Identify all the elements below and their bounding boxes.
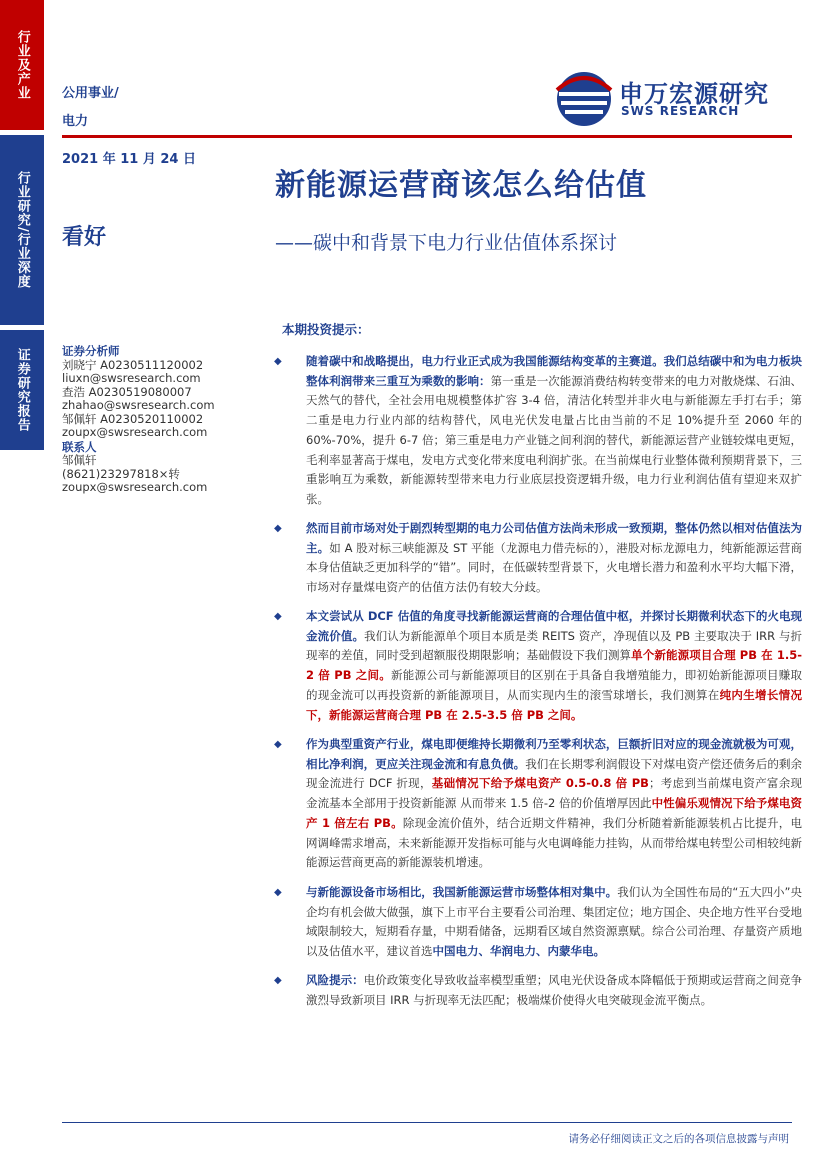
report-subtitle: ——碳中和背景下电力行业估值体系探讨 — [275, 232, 618, 254]
bullet-text: 如 A 股对标三峡能源及 ST 平能（龙源电力借壳标的），港股对标龙源电力，纯新能源运营商本身估值缺乏更加科学的“错”。同时，在低碳转型背景下，火电增长潜力和盈利水平均大幅下滑，市场对存量煤电资产的估值方法仍有较大分歧。 — [306, 540, 803, 595]
bullet-highlight: 单个新能源项目合理 PB 在 1.5-2 倍 PB 之间。 — [306, 648, 802, 683]
bullet-highlight: 纯内生增长情况下，新能源运营商合理 PB 在 2.5-3.5 倍 PB 之间。 — [306, 687, 802, 722]
bullet-lead: 与新能源设备市场相比，我国新能源运营市场整体相对集中。 — [306, 885, 618, 899]
footer-disclaimer: 请务必仔细阅读正文之后的各项信息披露与声明 — [568, 1133, 789, 1145]
bullet-item — [262, 607, 802, 735]
bullet-text: 电价政策变化导致收益率模型重塑；风电光伏设备成本降幅低于预期或运营商之间竞争激烈导致新项目 IRR 与折现率无法匹配；极端煤价使得火电突破现金流平衡点。 — [306, 973, 803, 1007]
bullet-item — [262, 883, 802, 971]
side-tab-report-type — [0, 330, 44, 450]
bullet-icon: ◆ — [274, 739, 282, 750]
contact-email[interactable]: zoupx@swsresearch.com — [62, 480, 208, 494]
bullet-highlight: 基础情况下给予煤电资产 0.5-0.8 倍 PB — [431, 776, 649, 791]
side-tab-research-type — [0, 135, 44, 325]
bullet-lead: 随着碳中和战略提出，电力行业正式成为我国能源结构变革的主赛道。我们总结碳中和为电力板块整体利润带来三重互为乘数的影响： — [306, 354, 802, 388]
bullet-item — [262, 735, 802, 883]
bullet-text: 我们认为新能源单个项目本质是类 REITS 资产，净现值以及 PB 主要取决于 IRR 与折现率的差值，同时受到超额服役期限影响；基础假设下我们测算 — [306, 628, 803, 663]
contact-header: 联系人 — [62, 439, 97, 454]
side-tab-label: 行业及产业 — [14, 30, 30, 100]
bullet-item — [262, 971, 802, 1010]
analyst-panel — [62, 345, 252, 495]
side-tab-label: 行业研究/行业深度 — [14, 171, 30, 289]
rating-label: 看好 — [62, 225, 107, 250]
bullet-icon: ◆ — [274, 887, 282, 898]
bullet-icon: ◆ — [274, 523, 282, 534]
bullet-highlight: 中国电力、华润电力、内蒙华电。 — [432, 944, 605, 959]
report-title: 新能源运营商该怎么给估值 — [275, 168, 647, 203]
bullet-text: 第一重是一次能源消费结构转变带来的电力对散烧煤、石油、天然气的替代，全社会用电规模整体扩容 3-4 倍，清洁化转型并非火电与新能源左手打右手；第二重是电力行业内部的结构替代，风电光伏发电量占比由当前的不足 10%提升至 2060 年的 60%-70%，提升 6-7 倍；第三重是电力产业链之间利润的替代，新能源运营产业链较煤电更短，毛利率显著高于煤电，发电方式变化带来度电利润扩张。在当前煤电行业整体微利预期背景下，三重影响互为乘数，新能源转型带来电力行业底层投资逻辑升级，电力行业利润估值有望迎来双扩张。 — [306, 373, 803, 506]
industry-category: 公用事业/ — [62, 86, 119, 101]
bullet-icon: ◆ — [274, 356, 282, 367]
logo-globe-icon — [555, 70, 613, 128]
contact-name: 邹佩轩 — [62, 453, 97, 467]
bullet-text: 我们认为全国性布局的“五大四小”央企均有机会做大做强，旗下上市平台主要看公司治理、集团定位；地方国企、央企地方性平台受地域限制较大，短期看存量，中期看储备，远期看区域自然资源禀赋。综合公司治理、存量资产质地以及估值水平，建议首选 — [306, 885, 803, 959]
side-tab-industry — [0, 0, 44, 130]
bullet-lead: 作为典型重资产行业，煤电即便维持长期微利乃至零利状态，巨额折旧对应的现金流就极为可观，相比净利润，更应关注现金流和有息负债。 — [306, 737, 802, 771]
bullet-text: 我们在长期零利润假设下对煤电资产偿还债务后的剩余现金流进行 DCF 折现， — [306, 756, 803, 791]
analyst-name-id: 刘晓宁 A0230511120002 — [62, 357, 204, 372]
bullet-text: 新能源公司与新能源项目的区别在于具备自我增殖能力，即初始新能源项目赚取的现金流可以再投资新的新能源项目，从而实现内生的滚雪球增长，我们测算在 — [306, 668, 802, 702]
bullet-icon: ◆ — [274, 611, 282, 622]
bullet-lead: 然而目前市场对处于剧烈转型期的电力公司估值方法尚未形成一致预期，整体仍然以相对估值法为主。 — [306, 521, 802, 555]
report-date: 2021 年 11 月 24 日 — [62, 152, 196, 167]
footer-divider — [62, 1122, 792, 1123]
analyst-name-id: 邹佩轩 A0230520110002 — [62, 411, 204, 426]
bullet-lead: 风险提示： — [306, 973, 364, 987]
bullet-lead: 本文尝试从 DCF 估值的角度寻找新能源运营商的合理估值中枢，并探讨长期微利状态下的火电现金流价值。 — [306, 609, 802, 643]
bullet-item — [262, 519, 802, 607]
header-divider — [62, 135, 792, 138]
logo-text-en: SWS RESEARCH — [621, 104, 740, 118]
analysts-header: 证券分析师 — [62, 344, 120, 358]
bullet-item — [262, 352, 802, 519]
side-tab-label: 证券研究报告 — [14, 348, 30, 432]
logo-text-cn: 申万宏源研究 — [619, 80, 769, 108]
analyst-email[interactable]: liuxn@swsresearch.com — [62, 371, 201, 385]
section-title: 本期投资提示： — [282, 322, 370, 337]
industry-subcategory: 电力 — [62, 114, 89, 129]
contact-phone: (8621)23297818×转 — [62, 466, 180, 481]
analyst-name-id: 查浩 A0230519080007 — [62, 384, 192, 399]
analyst-email[interactable]: zhahao@swsresearch.com — [62, 398, 215, 412]
bullet-text: ；考虑到当前煤电资产富余现金流基本全部用于投资新能源 从而带来 1.5 倍-2 倍的价值增厚因此 — [306, 776, 803, 811]
investment-highlights — [262, 352, 802, 1010]
analyst-email[interactable]: zoupx@swsresearch.com — [62, 425, 208, 439]
company-logo — [555, 70, 795, 132]
bullet-highlight: 中性偏乐观情况下给予煤电资产 1 倍左右 PB。 — [306, 796, 803, 830]
bullet-icon: ◆ — [274, 975, 282, 986]
bullet-text: 除现金流价值外，结合近期文件精神，我们分析随着新能源装机占比提升，电网调峰需求增高，未来新能源开发指标可能与火电调峰能力挂钩，从而带给煤电转型公司相较纯新能源运营商更高的新能源装机增速。 — [306, 815, 802, 870]
